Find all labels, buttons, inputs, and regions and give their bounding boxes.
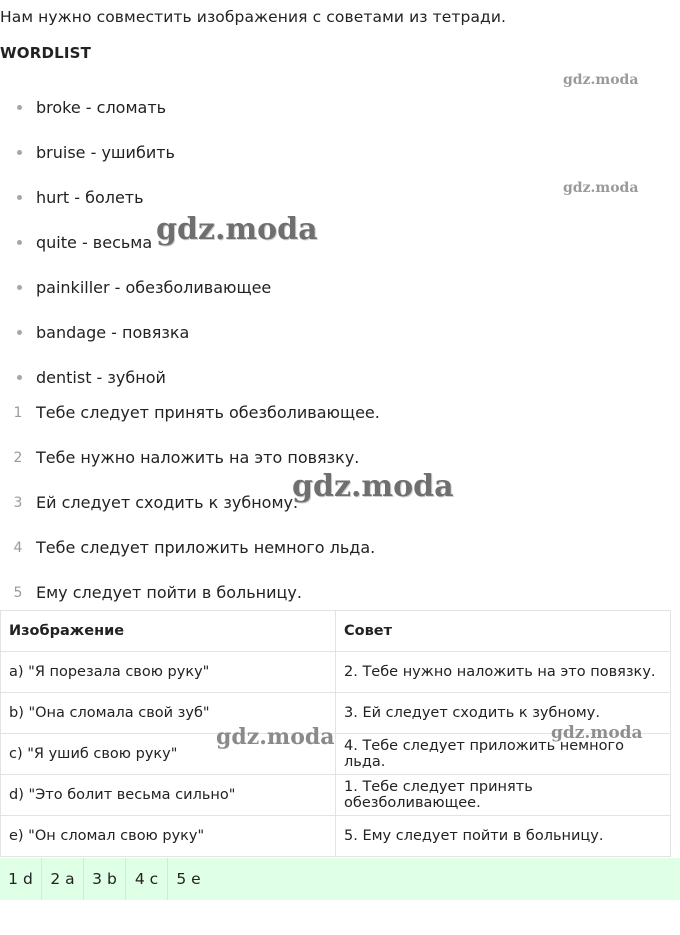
answer-item: 2 a — [42, 858, 84, 900]
list-item — [0, 570, 640, 615]
tip-number: 1 — [13, 404, 23, 421]
watermark: gdz.moda — [551, 723, 643, 743]
table-header-row — [1, 611, 671, 652]
list-item — [0, 220, 640, 265]
intro-text: Нам нужно совместить изображения с советами из тетради. — [0, 8, 507, 26]
watermark: gdz.moda — [563, 72, 639, 88]
answer-item: 5 e — [176, 870, 201, 888]
wordlist — [0, 85, 640, 400]
table-row — [1, 652, 671, 693]
tip-text: Ему следует пойти в больницу. — [36, 583, 302, 602]
watermark: gdz.moda — [292, 469, 454, 504]
tip-number: 3 — [13, 494, 23, 511]
word-entry: bruise - ушибить — [36, 143, 175, 162]
word-entry: quite - весьма — [36, 233, 153, 252]
tip-text: Тебе следует приложить немного льда. — [36, 538, 376, 557]
list-item — [0, 265, 640, 310]
column-header: Изображение — [1, 611, 336, 652]
word-entry: painkiller - обезболивающее — [36, 278, 272, 297]
list-item — [0, 390, 640, 435]
bullet-icon — [17, 375, 22, 380]
watermark: gdz.moda — [216, 724, 335, 750]
table-cell: b) "Она сломала свой зуб" — [1, 693, 336, 734]
tip-number: 2 — [13, 449, 23, 466]
watermark: gdz.moda — [563, 180, 639, 196]
table-cell: a) "Я порезала свою руку" — [1, 652, 336, 693]
tip-text: Тебе следует принять обезболивающее. — [36, 403, 380, 422]
word-entry: broke - сломать — [36, 98, 167, 117]
answer-item: 3 b — [84, 858, 126, 900]
tip-number: 4 — [13, 539, 23, 556]
table-cell: c) "Я ушиб свою руку" — [1, 734, 336, 775]
answer-bar — [0, 858, 680, 900]
word-entry: dentist - зубной — [36, 368, 166, 387]
bullet-icon — [17, 105, 22, 110]
list-item — [0, 175, 640, 220]
bullet-icon — [17, 330, 22, 335]
table-row — [1, 775, 671, 816]
table-cell: 5. Ему следует пойти в больницу. — [336, 816, 671, 857]
answer-item: 1 d — [0, 858, 42, 900]
table-cell: 3. Ей следует сходить к зубному. — [336, 693, 671, 734]
list-item — [0, 525, 640, 570]
table-cell: 1. Тебе следует принять обезболивающее. — [336, 775, 671, 816]
word-entry: hurt - болеть — [36, 188, 144, 207]
watermark: gdz.moda — [156, 212, 318, 247]
column-header: Совет — [336, 611, 671, 652]
list-item — [0, 130, 640, 175]
table-cell: d) "Это болит весьма сильно" — [1, 775, 336, 816]
list-item — [0, 310, 640, 355]
bullet-icon — [17, 150, 22, 155]
table-row — [1, 816, 671, 857]
tip-number: 5 — [13, 584, 23, 601]
tip-text: Ей следует сходить к зубному. — [36, 493, 299, 512]
bullet-icon — [17, 285, 22, 290]
table-cell: e) "Он сломал свою руку" — [1, 816, 336, 857]
tip-text: Тебе нужно наложить на это повязку. — [36, 448, 360, 467]
table-cell: 4. Тебе следует приложить немного льда. — [336, 734, 671, 775]
bullet-icon — [17, 195, 22, 200]
word-entry: bandage - повязка — [36, 323, 190, 342]
table-cell: 2. Тебе нужно наложить на это повязку. — [336, 652, 671, 693]
wordlist-heading: WORDLIST — [0, 44, 92, 62]
answer-item: 4 c — [126, 858, 168, 900]
list-item — [0, 85, 640, 130]
bullet-icon — [17, 240, 22, 245]
